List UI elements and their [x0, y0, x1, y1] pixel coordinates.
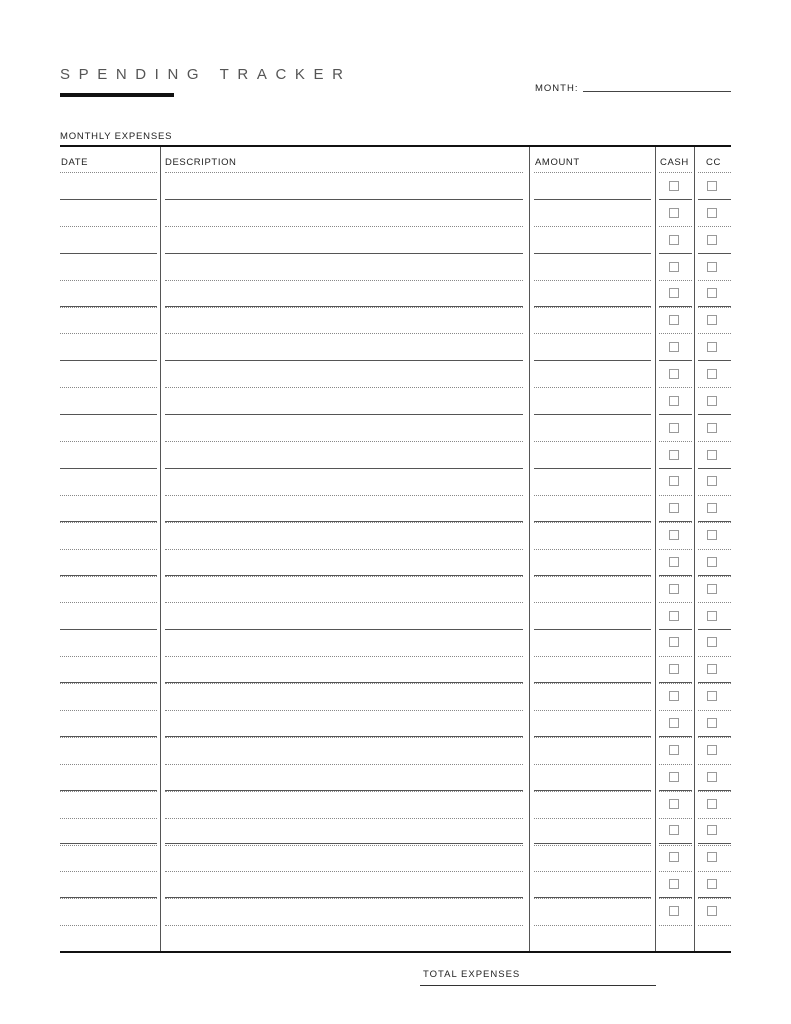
- dotted-guide-line: [165, 818, 523, 819]
- cc-checkbox[interactable]: [707, 530, 717, 540]
- cash-checkbox[interactable]: [669, 288, 679, 298]
- dotted-guide-line: [659, 602, 692, 603]
- cash-checkbox[interactable]: [669, 369, 679, 379]
- column-divider: [694, 147, 695, 951]
- dotted-guide-line: [165, 925, 523, 926]
- cash-row-line: [659, 306, 692, 307]
- dotted-guide-line: [698, 845, 731, 846]
- dotted-guide-line: [60, 683, 157, 684]
- dotted-guide-line: [698, 737, 731, 738]
- cc-checkbox[interactable]: [707, 799, 717, 809]
- month-label: MONTH:: [535, 83, 579, 94]
- dotted-guide-line: [698, 387, 731, 388]
- dotted-guide-line: [60, 710, 157, 711]
- cash-checkbox[interactable]: [669, 906, 679, 916]
- dotted-guide-line: [659, 387, 692, 388]
- description-entry-line[interactable]: [165, 521, 523, 522]
- dotted-guide-line: [659, 791, 692, 792]
- description-entry-line[interactable]: [165, 468, 523, 469]
- cc-checkbox[interactable]: [707, 879, 717, 889]
- cash-checkbox[interactable]: [669, 423, 679, 433]
- cc-checkbox[interactable]: [707, 772, 717, 782]
- cc-checkbox[interactable]: [707, 288, 717, 298]
- dotted-guide-line: [534, 576, 651, 577]
- dotted-guide-line: [60, 495, 157, 496]
- dotted-guide-line: [534, 871, 651, 872]
- amount-entry-line[interactable]: [534, 199, 651, 200]
- dotted-guide-line: [698, 818, 731, 819]
- dotted-guide-line: [534, 333, 651, 334]
- cash-row-line: [659, 575, 692, 576]
- dotted-guide-line: [165, 549, 523, 550]
- dotted-guide-line: [698, 576, 731, 577]
- dotted-guide-line: [165, 602, 523, 603]
- date-entry-line[interactable]: [60, 414, 157, 415]
- date-entry-line[interactable]: [60, 199, 157, 200]
- cash-row-line: [659, 736, 692, 737]
- cc-row-line: [698, 414, 731, 415]
- column-divider: [160, 147, 161, 951]
- dotted-guide-line: [698, 441, 731, 442]
- dotted-guide-line: [60, 791, 157, 792]
- date-entry-line[interactable]: [60, 575, 157, 576]
- description-entry-line[interactable]: [165, 414, 523, 415]
- dotted-guide-line: [60, 172, 157, 173]
- dotted-guide-line: [60, 925, 157, 926]
- description-entry-line[interactable]: [165, 575, 523, 576]
- page-title: SPENDING TRACKER: [60, 66, 352, 83]
- dotted-guide-line: [534, 522, 651, 523]
- dotted-guide-line: [165, 495, 523, 496]
- date-entry-line[interactable]: [60, 306, 157, 307]
- dotted-guide-line: [165, 226, 523, 227]
- cc-checkbox[interactable]: [707, 557, 717, 567]
- dotted-guide-line: [698, 683, 731, 684]
- cc-checkbox[interactable]: [707, 611, 717, 621]
- dotted-guide-line: [659, 280, 692, 281]
- dotted-guide-line: [534, 307, 651, 308]
- amount-entry-line[interactable]: [534, 521, 651, 522]
- dotted-guide-line: [698, 791, 731, 792]
- cash-checkbox[interactable]: [669, 396, 679, 406]
- dotted-guide-line: [659, 495, 692, 496]
- dotted-guide-line: [165, 737, 523, 738]
- cash-checkbox[interactable]: [669, 637, 679, 647]
- dotted-guide-line: [60, 576, 157, 577]
- dotted-guide-line: [60, 549, 157, 550]
- cash-checkbox[interactable]: [669, 611, 679, 621]
- cc-checkbox[interactable]: [707, 315, 717, 325]
- cc-checkbox[interactable]: [707, 476, 717, 486]
- dotted-guide-line: [659, 683, 692, 684]
- description-entry-line[interactable]: [165, 682, 523, 683]
- dotted-guide-line: [60, 656, 157, 657]
- total-expenses-field[interactable]: [420, 985, 656, 986]
- cash-checkbox[interactable]: [669, 208, 679, 218]
- dotted-guide-line: [534, 737, 651, 738]
- dotted-guide-line: [534, 925, 651, 926]
- date-entry-line[interactable]: [60, 897, 157, 898]
- cc-checkbox[interactable]: [707, 262, 717, 272]
- total-expenses-label: TOTAL EXPENSES: [423, 969, 521, 980]
- dotted-guide-line: [534, 710, 651, 711]
- amount-entry-line[interactable]: [534, 790, 651, 791]
- cash-row-line: [659, 897, 692, 898]
- cc-checkbox[interactable]: [707, 342, 717, 352]
- dotted-guide-line: [534, 172, 651, 173]
- dotted-guide-line: [60, 226, 157, 227]
- title-underline-bar: [60, 93, 174, 97]
- dotted-guide-line: [60, 871, 157, 872]
- amount-entry-line[interactable]: [534, 306, 651, 307]
- cc-checkbox[interactable]: [707, 369, 717, 379]
- cc-checkbox[interactable]: [707, 423, 717, 433]
- dotted-guide-line: [60, 522, 157, 523]
- description-entry-line[interactable]: [165, 629, 523, 630]
- amount-entry-line[interactable]: [534, 468, 651, 469]
- dotted-guide-line: [165, 871, 523, 872]
- cc-row-line: [698, 790, 731, 791]
- dotted-guide-line: [534, 845, 651, 846]
- dotted-guide-line: [165, 522, 523, 523]
- description-entry-line[interactable]: [165, 843, 523, 844]
- cash-checkbox[interactable]: [669, 745, 679, 755]
- date-entry-line[interactable]: [60, 521, 157, 522]
- cc-checkbox[interactable]: [707, 503, 717, 513]
- cash-checkbox[interactable]: [669, 342, 679, 352]
- dotted-guide-line: [165, 387, 523, 388]
- dotted-guide-line: [659, 307, 692, 308]
- dotted-guide-line: [60, 898, 157, 899]
- dotted-guide-line: [698, 226, 731, 227]
- cash-row-line: [659, 843, 692, 844]
- cash-checkbox[interactable]: [669, 557, 679, 567]
- cash-checkbox[interactable]: [669, 825, 679, 835]
- dotted-guide-line: [60, 307, 157, 308]
- dotted-guide-line: [659, 737, 692, 738]
- dotted-guide-line: [698, 602, 731, 603]
- cash-checkbox[interactable]: [669, 235, 679, 245]
- cc-checkbox[interactable]: [707, 450, 717, 460]
- dotted-guide-line: [60, 441, 157, 442]
- cash-checkbox[interactable]: [669, 718, 679, 728]
- cash-checkbox[interactable]: [669, 879, 679, 889]
- cash-checkbox[interactable]: [669, 476, 679, 486]
- date-entry-line[interactable]: [60, 682, 157, 683]
- dotted-guide-line: [659, 898, 692, 899]
- dotted-guide-line: [698, 764, 731, 765]
- cash-row-line: [659, 253, 692, 254]
- cash-checkbox[interactable]: [669, 799, 679, 809]
- dotted-guide-line: [659, 871, 692, 872]
- date-entry-line[interactable]: [60, 629, 157, 630]
- date-entry-line[interactable]: [60, 736, 157, 737]
- dotted-guide-line: [659, 441, 692, 442]
- dotted-guide-line: [698, 495, 731, 496]
- dotted-guide-line: [698, 898, 731, 899]
- cash-checkbox[interactable]: [669, 450, 679, 460]
- cc-row-line: [698, 360, 731, 361]
- cash-row-line: [659, 468, 692, 469]
- cash-row-line: [659, 790, 692, 791]
- section-label: MONTHLY EXPENSES: [60, 131, 173, 142]
- dotted-guide-line: [659, 764, 692, 765]
- cc-row-line: [698, 468, 731, 469]
- cc-checkbox[interactable]: [707, 691, 717, 701]
- dotted-guide-line: [165, 333, 523, 334]
- amount-entry-line[interactable]: [534, 682, 651, 683]
- column-header-description: DESCRIPTION: [165, 157, 237, 168]
- cc-row-line: [698, 629, 731, 630]
- date-entry-line[interactable]: [60, 360, 157, 361]
- description-entry-line[interactable]: [165, 360, 523, 361]
- cash-row-line: [659, 199, 692, 200]
- dotted-guide-line: [165, 791, 523, 792]
- table-bottom-rule: [60, 951, 731, 953]
- date-entry-line[interactable]: [60, 468, 157, 469]
- date-entry-line[interactable]: [60, 790, 157, 791]
- cc-row-line: [698, 682, 731, 683]
- cc-row-line: [698, 736, 731, 737]
- cc-row-line: [698, 897, 731, 898]
- description-entry-line[interactable]: [165, 306, 523, 307]
- cc-checkbox[interactable]: [707, 181, 717, 191]
- cash-row-line: [659, 629, 692, 630]
- dotted-guide-line: [659, 925, 692, 926]
- amount-entry-line[interactable]: [534, 360, 651, 361]
- dotted-guide-line: [698, 710, 731, 711]
- cash-row-line: [659, 414, 692, 415]
- dotted-guide-line: [659, 172, 692, 173]
- amount-entry-line[interactable]: [534, 575, 651, 576]
- cc-row-line: [698, 575, 731, 576]
- date-entry-line[interactable]: [60, 843, 157, 844]
- dotted-guide-line: [534, 898, 651, 899]
- cc-checkbox[interactable]: [707, 235, 717, 245]
- amount-entry-line[interactable]: [534, 253, 651, 254]
- cash-row-line: [659, 360, 692, 361]
- dotted-guide-line: [659, 522, 692, 523]
- cash-checkbox[interactable]: [669, 852, 679, 862]
- dotted-guide-line: [165, 441, 523, 442]
- dotted-guide-line: [659, 576, 692, 577]
- amount-entry-line[interactable]: [534, 897, 651, 898]
- dotted-guide-line: [60, 737, 157, 738]
- dotted-guide-line: [534, 549, 651, 550]
- dotted-guide-line: [60, 333, 157, 334]
- dotted-guide-line: [659, 818, 692, 819]
- dotted-guide-line: [698, 522, 731, 523]
- cc-checkbox[interactable]: [707, 718, 717, 728]
- cash-row-line: [659, 682, 692, 683]
- cc-checkbox[interactable]: [707, 396, 717, 406]
- dotted-guide-line: [165, 656, 523, 657]
- cc-row-line: [698, 253, 731, 254]
- amount-entry-line[interactable]: [534, 843, 651, 844]
- dotted-guide-line: [698, 656, 731, 657]
- dotted-guide-line: [60, 818, 157, 819]
- dotted-guide-line: [534, 602, 651, 603]
- dotted-guide-line: [698, 280, 731, 281]
- cc-row-line: [698, 306, 731, 307]
- dotted-guide-line: [534, 656, 651, 657]
- dotted-guide-line: [165, 683, 523, 684]
- cc-checkbox[interactable]: [707, 208, 717, 218]
- cash-checkbox[interactable]: [669, 503, 679, 513]
- cc-checkbox[interactable]: [707, 906, 717, 916]
- dotted-guide-line: [534, 226, 651, 227]
- dotted-guide-line: [165, 845, 523, 846]
- dotted-guide-line: [534, 818, 651, 819]
- cc-checkbox[interactable]: [707, 584, 717, 594]
- dotted-guide-line: [60, 602, 157, 603]
- dotted-guide-line: [698, 871, 731, 872]
- cc-checkbox[interactable]: [707, 825, 717, 835]
- description-entry-line[interactable]: [165, 736, 523, 737]
- cc-row-line: [698, 199, 731, 200]
- cash-checkbox[interactable]: [669, 315, 679, 325]
- dotted-guide-line: [659, 226, 692, 227]
- dotted-guide-line: [60, 764, 157, 765]
- dotted-guide-line: [698, 925, 731, 926]
- description-entry-line[interactable]: [165, 199, 523, 200]
- dotted-guide-line: [698, 333, 731, 334]
- dotted-guide-line: [165, 307, 523, 308]
- dotted-guide-line: [534, 764, 651, 765]
- column-header-date: DATE: [61, 157, 89, 168]
- dotted-guide-line: [659, 656, 692, 657]
- cash-checkbox[interactable]: [669, 664, 679, 674]
- cc-checkbox[interactable]: [707, 852, 717, 862]
- column-header-cash: CASH: [660, 157, 689, 168]
- date-entry-line[interactable]: [60, 253, 157, 254]
- column-header-amount: AMOUNT: [535, 157, 580, 168]
- dotted-guide-line: [534, 683, 651, 684]
- cash-checkbox[interactable]: [669, 181, 679, 191]
- dotted-guide-line: [165, 764, 523, 765]
- cc-checkbox[interactable]: [707, 745, 717, 755]
- amount-entry-line[interactable]: [534, 414, 651, 415]
- cash-checkbox[interactable]: [669, 691, 679, 701]
- description-entry-line[interactable]: [165, 897, 523, 898]
- dotted-guide-line: [659, 845, 692, 846]
- amount-entry-line[interactable]: [534, 736, 651, 737]
- description-entry-line[interactable]: [165, 790, 523, 791]
- dotted-guide-line: [659, 710, 692, 711]
- amount-entry-line[interactable]: [534, 629, 651, 630]
- dotted-guide-line: [698, 172, 731, 173]
- column-divider: [655, 147, 656, 951]
- dotted-guide-line: [698, 307, 731, 308]
- dotted-guide-line: [165, 710, 523, 711]
- column-header-cc: CC: [706, 157, 721, 168]
- cc-row-line: [698, 521, 731, 522]
- month-field[interactable]: [583, 91, 731, 92]
- cc-checkbox[interactable]: [707, 637, 717, 647]
- dotted-guide-line: [534, 387, 651, 388]
- dotted-guide-line: [534, 280, 651, 281]
- description-entry-line[interactable]: [165, 253, 523, 254]
- dotted-guide-line: [60, 387, 157, 388]
- dotted-guide-line: [534, 495, 651, 496]
- dotted-guide-line: [60, 280, 157, 281]
- cash-checkbox[interactable]: [669, 772, 679, 782]
- dotted-guide-line: [165, 898, 523, 899]
- dotted-guide-line: [659, 333, 692, 334]
- cash-row-line: [659, 521, 692, 522]
- dotted-guide-line: [534, 441, 651, 442]
- dotted-guide-line: [165, 576, 523, 577]
- cash-checkbox[interactable]: [669, 262, 679, 272]
- cash-checkbox[interactable]: [669, 584, 679, 594]
- cc-row-line: [698, 843, 731, 844]
- cash-checkbox[interactable]: [669, 530, 679, 540]
- dotted-guide-line: [659, 549, 692, 550]
- dotted-guide-line: [165, 172, 523, 173]
- dotted-guide-line: [534, 791, 651, 792]
- cc-checkbox[interactable]: [707, 664, 717, 674]
- dotted-guide-line: [698, 549, 731, 550]
- dotted-guide-line: [165, 280, 523, 281]
- column-divider: [529, 147, 530, 951]
- dotted-guide-line: [60, 845, 157, 846]
